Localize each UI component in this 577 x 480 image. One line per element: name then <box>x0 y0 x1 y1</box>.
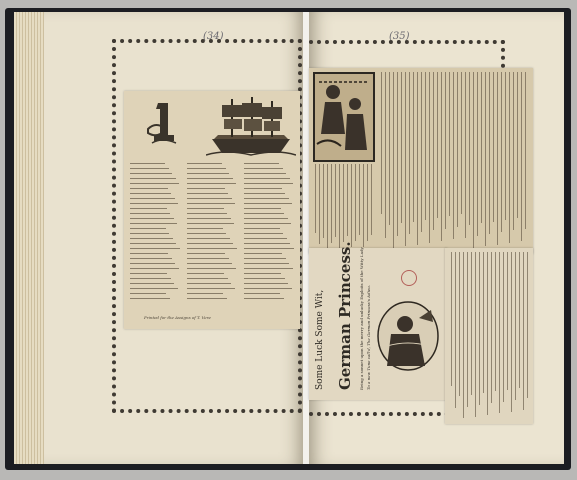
text-line <box>130 298 170 299</box>
text-line <box>244 243 290 244</box>
text-line <box>244 173 286 174</box>
text-line <box>397 72 398 236</box>
text-line <box>130 203 178 204</box>
text-line <box>471 252 472 395</box>
text-line <box>501 72 502 232</box>
text-line <box>449 72 450 216</box>
text-line <box>244 283 288 284</box>
ballad-sheet <box>124 91 300 329</box>
rotated-ballad-text-columns <box>449 252 529 420</box>
text-line <box>331 164 332 243</box>
text-line <box>527 252 528 398</box>
text-line <box>495 252 496 391</box>
text-line <box>421 72 422 232</box>
text-line <box>467 252 468 407</box>
text-line <box>509 72 510 243</box>
text-line <box>515 252 516 400</box>
text-line <box>319 164 320 244</box>
text-line <box>457 72 458 227</box>
text-line <box>497 72 498 245</box>
text-line <box>355 164 356 241</box>
text-line <box>393 72 394 248</box>
ballad-tune: To a new Tune call'd, The German Princess's Adieu. <box>366 284 371 390</box>
text-line <box>244 188 282 189</box>
text-line <box>505 72 506 220</box>
text-line <box>187 293 223 294</box>
text-line <box>187 208 224 209</box>
text-line <box>479 252 480 405</box>
text-line <box>459 252 460 396</box>
text-line <box>413 72 414 222</box>
text-line <box>469 72 470 225</box>
text-line <box>455 252 456 408</box>
ballad-subtitle: Being a sonnet upon the merry and unlucky Exploits of the Witty Lady <box>359 247 364 390</box>
text-line <box>187 203 235 204</box>
text-line <box>523 252 524 410</box>
text-line <box>187 268 236 269</box>
text-line <box>461 72 462 214</box>
text-line <box>385 72 386 238</box>
text-line <box>425 72 426 220</box>
text-line <box>130 218 174 219</box>
page-edges <box>14 12 46 464</box>
text-line <box>244 218 288 219</box>
ballad-text-column-3 <box>244 163 294 303</box>
page-number: (34) <box>203 31 224 42</box>
text-line <box>244 163 279 164</box>
text-line <box>409 72 410 234</box>
text-line <box>130 198 175 199</box>
text-line <box>187 248 237 249</box>
text-line <box>187 278 228 279</box>
text-line <box>315 164 316 233</box>
text-line <box>130 253 168 254</box>
text-line <box>244 273 281 274</box>
text-line <box>130 273 167 274</box>
text-line <box>244 288 292 289</box>
text-line <box>187 188 225 189</box>
text-line <box>187 283 231 284</box>
text-line <box>244 183 293 184</box>
text-line <box>521 72 522 241</box>
text-line <box>130 238 173 239</box>
ship-woodcut-image <box>206 95 296 157</box>
text-line <box>507 252 508 390</box>
library-stamp <box>401 270 417 286</box>
text-line <box>244 248 294 249</box>
text-line <box>244 258 286 259</box>
text-line <box>130 243 176 244</box>
text-line <box>499 252 500 413</box>
text-line <box>130 288 178 289</box>
text-line <box>130 248 180 249</box>
text-line <box>130 223 177 224</box>
text-line <box>429 72 430 243</box>
text-line <box>491 252 492 403</box>
text-line <box>465 72 466 238</box>
text-line <box>244 278 285 279</box>
text-line <box>347 164 348 236</box>
text-line <box>244 178 290 179</box>
text-line <box>511 252 512 412</box>
text-line <box>481 72 482 223</box>
text-line <box>244 203 292 204</box>
text-line <box>130 188 168 189</box>
text-line <box>485 72 486 246</box>
text-line <box>187 253 225 254</box>
text-line <box>187 198 232 199</box>
text-line <box>130 208 167 209</box>
text-line <box>445 72 446 229</box>
text-line <box>187 218 231 219</box>
german-princess-sheet <box>309 241 447 400</box>
text-line <box>130 258 172 259</box>
text-line <box>187 168 226 169</box>
text-line <box>187 263 232 264</box>
text-line <box>130 173 172 174</box>
text-line <box>451 252 452 386</box>
text-line <box>401 72 402 223</box>
text-line <box>130 268 179 269</box>
text-line <box>244 208 281 209</box>
text-line <box>130 178 176 179</box>
text-line <box>187 183 236 184</box>
text-line <box>130 293 166 294</box>
text-line <box>244 233 283 234</box>
text-line <box>335 164 336 237</box>
text-line <box>389 72 390 225</box>
text-line <box>187 163 222 164</box>
text-line <box>517 72 518 218</box>
text-line <box>475 252 476 417</box>
text-line <box>343 164 344 242</box>
text-line <box>244 293 280 294</box>
figure-woodcut-image <box>313 72 375 162</box>
text-line <box>381 72 382 214</box>
text-line <box>339 164 340 248</box>
text-line <box>187 213 227 214</box>
text-line <box>513 72 514 230</box>
text-line <box>187 258 229 259</box>
ballad-title-line1: Some Luck Some Wit, <box>315 289 325 390</box>
text-line <box>359 164 360 235</box>
text-line <box>244 228 280 229</box>
text-line <box>130 283 174 284</box>
text-line <box>437 72 438 218</box>
text-line <box>187 238 230 239</box>
text-line <box>130 168 169 169</box>
ballad-text-column-2 <box>187 163 237 303</box>
text-line <box>433 72 434 230</box>
text-line <box>130 163 165 164</box>
text-line <box>244 298 284 299</box>
text-line <box>351 164 352 247</box>
text-line <box>244 193 285 194</box>
text-line <box>244 213 284 214</box>
text-line <box>244 263 289 264</box>
decorated-initial-image <box>146 99 180 147</box>
ballad-sheet-upper <box>309 68 533 254</box>
text-line <box>473 72 474 248</box>
text-line <box>371 164 372 235</box>
text-line <box>187 298 227 299</box>
text-line <box>493 72 494 222</box>
text-line <box>187 288 235 289</box>
text-line <box>130 213 170 214</box>
text-line <box>130 193 171 194</box>
text-line <box>187 178 233 179</box>
text-line <box>187 193 228 194</box>
text-line <box>503 252 504 402</box>
text-line <box>327 164 328 249</box>
text-line <box>130 228 166 229</box>
text-line <box>477 72 478 236</box>
page-number: (35) <box>389 31 410 42</box>
ballad-title-line2: German Princess. <box>336 241 354 390</box>
text-line <box>244 238 287 239</box>
text-line <box>130 233 169 234</box>
text-line <box>244 253 282 254</box>
text-line <box>187 233 226 234</box>
text-line <box>441 72 442 241</box>
text-line <box>453 72 454 239</box>
text-line <box>187 273 224 274</box>
text-line <box>363 164 364 247</box>
text-line <box>483 252 484 393</box>
text-line <box>130 263 175 264</box>
rotated-ballad-text <box>379 72 529 250</box>
text-line <box>519 252 520 388</box>
text-line <box>405 72 406 246</box>
text-line <box>487 252 488 415</box>
text-line <box>130 183 179 184</box>
text-line <box>244 223 291 224</box>
imprint-line: Printed for the Assigns of T. Vere <box>144 315 211 320</box>
princess-portrait-image <box>375 300 441 372</box>
text-line <box>187 243 233 244</box>
text-line <box>367 164 368 241</box>
left-page <box>44 12 304 464</box>
text-line <box>489 72 490 234</box>
text-line <box>130 278 171 279</box>
text-line <box>417 72 418 245</box>
text-line <box>244 198 289 199</box>
text-line <box>187 228 223 229</box>
text-line <box>244 168 283 169</box>
text-line <box>525 72 526 229</box>
right-page <box>309 12 564 464</box>
text-line <box>187 173 229 174</box>
rotated-ballad-text-lower <box>313 164 375 250</box>
text-line <box>463 252 464 418</box>
text-line <box>244 268 293 269</box>
text-line <box>323 164 324 238</box>
ballad-text-sheet-lower <box>445 248 533 424</box>
text-line <box>187 223 234 224</box>
ballad-text-column-1 <box>130 163 180 303</box>
